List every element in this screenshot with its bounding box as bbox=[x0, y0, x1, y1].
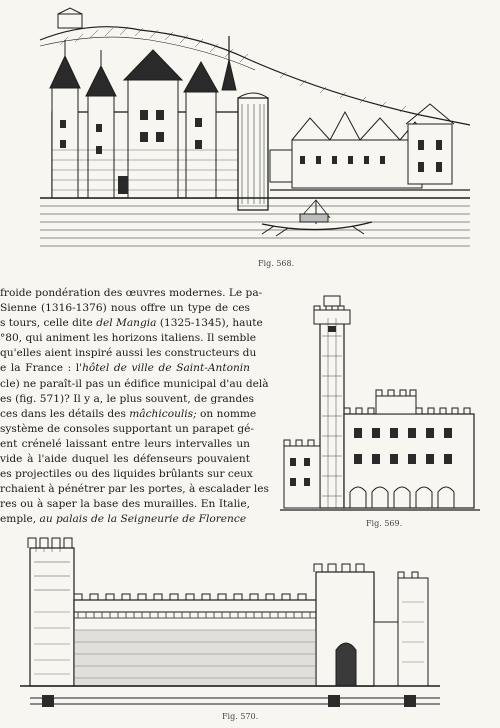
text-line: res ou à saper la base des murailles. En Italie, bbox=[0, 498, 250, 511]
figure-568-caption: Fig. 568. bbox=[258, 259, 295, 268]
text-line: ces dans les détails des mâchicoulis; on nomme bbox=[0, 407, 257, 420]
figure-570-illustration bbox=[20, 532, 460, 710]
text-line: e la France : l'hôtel de ville de Saint-Antonin bbox=[0, 362, 250, 375]
text-line: froide pondération des œuvres modernes. Le pa- bbox=[0, 287, 263, 299]
text-line: cle) ne paraît-il pas un édifice municipal d'au delà bbox=[0, 377, 269, 390]
text-line: rchaient à pénétrer par les portes, à escalader les bbox=[0, 483, 269, 496]
figure-570-caption: Fig. 570. bbox=[222, 712, 259, 721]
body-text bbox=[0, 286, 269, 528]
text-line: emple, au palais de la Seigneurie de Florence bbox=[0, 513, 247, 526]
figure-568-illustration bbox=[0, 0, 500, 260]
text-line: es (fig. 571)? Il y a, le plus souvent, de grandes bbox=[0, 392, 254, 405]
text-line: système de consoles supportant un parapet gé- bbox=[0, 422, 254, 435]
text-line: vide à l'aide duquel les défenseurs pouvaient bbox=[0, 453, 250, 466]
figure-569-illustration bbox=[280, 296, 480, 514]
text-line: s tours, celle dite del Mangia (1325-1345), haute bbox=[0, 317, 263, 330]
text-line: °80, qui animent les horizons italiens. Il semble bbox=[0, 332, 256, 345]
text-line: qu'elles aient inspiré aussi les constructeurs du bbox=[0, 347, 257, 360]
figure-569-caption: Fig. 569. bbox=[366, 519, 403, 528]
text-line: Sienne (1316-1376) nous offre un type de ces bbox=[0, 302, 250, 315]
text-line: ent crénelé laissant entre leurs intervalles un bbox=[0, 437, 250, 450]
text-line: es projectiles ou des liquides brûlants sur ceux bbox=[0, 468, 253, 481]
